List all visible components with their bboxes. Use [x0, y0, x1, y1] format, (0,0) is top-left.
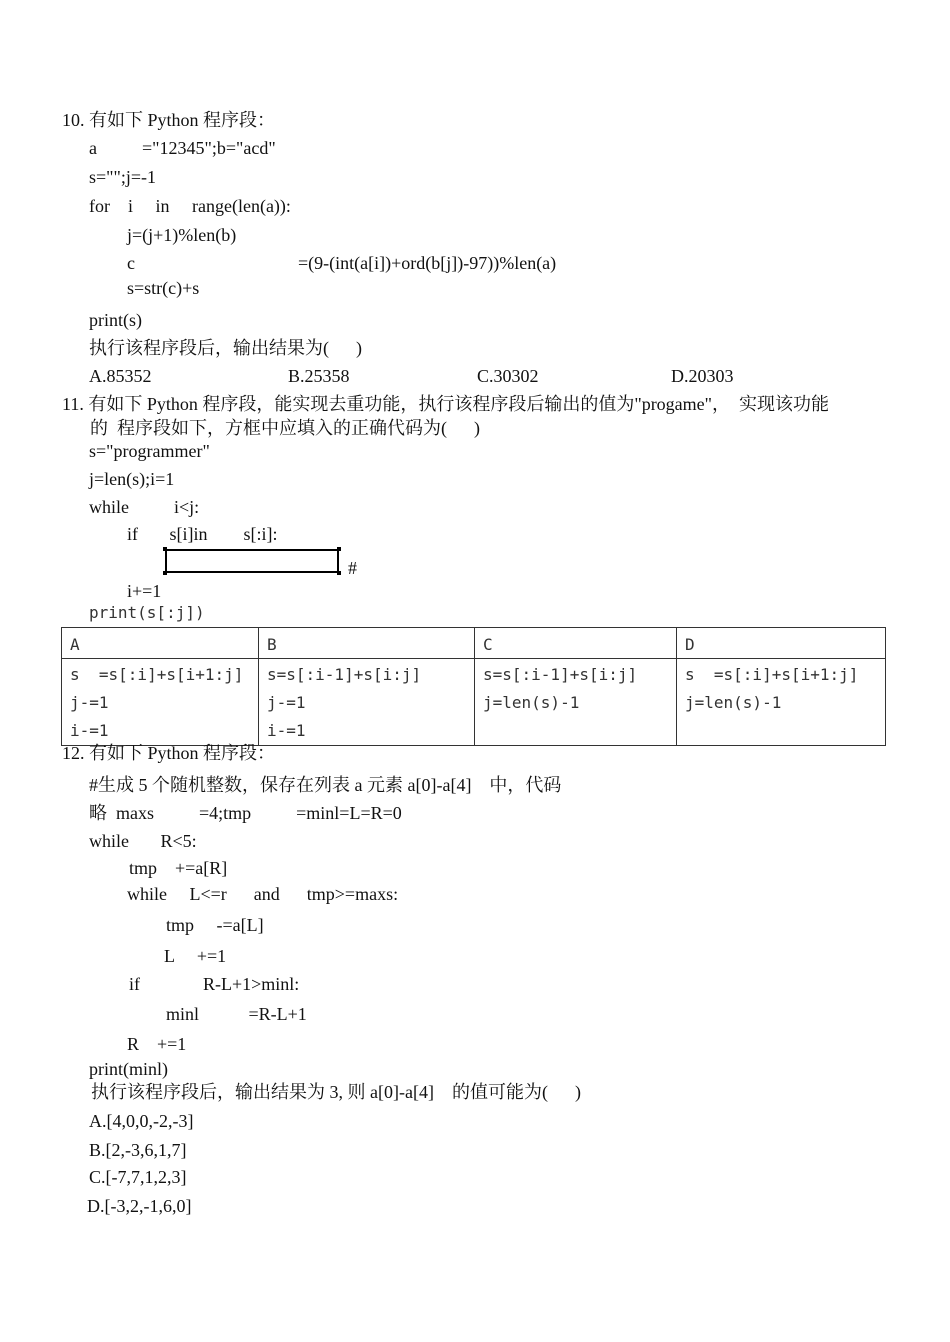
q12-code-line: #生成 5 个随机整数，保存在列表 a 元素 a[0]-a[4] 中，代码: [89, 775, 562, 795]
answer-blank-box: [165, 549, 339, 573]
table-header-row: [62, 628, 886, 659]
q12-option-b: B.[2,-3,6,1,7]: [89, 1140, 187, 1160]
q11-code-line: j=len(s);i=1: [89, 469, 175, 489]
option-a-cell: [62, 659, 259, 746]
q12-option-c: C.[-7,7,1,2,3]: [89, 1167, 187, 1187]
code-line: s =s[:i]+s[i+1:j]: [685, 665, 859, 684]
q10-code-line: j=(j+1)%len(b): [127, 225, 237, 245]
code-line: j=len(s)-1: [483, 693, 580, 712]
q11-title: 11. 有如下 Python 程序段，能实现去重功能，执行该程序段后输出的值为"progame"， 实现该功能: [62, 394, 830, 414]
q10-code-line: print(s): [89, 310, 142, 330]
q12-code-line: while R<5:: [89, 831, 197, 851]
q11-title-cont: 的 程序段如下，方框中应填入的正确代码为( ): [90, 418, 480, 438]
code-line: s=s[:i-1]+s[i:j]: [483, 665, 638, 684]
code-line: j=len(s)-1: [685, 693, 782, 712]
code-line: j-=1: [267, 693, 306, 712]
header-b: B: [267, 635, 277, 654]
q10-code-line: c: [127, 253, 135, 273]
q12-code-line: tmp +=a[R]: [129, 858, 228, 878]
header-cell: [677, 628, 886, 659]
q12-code-line: 略 maxs =4;tmp =minl=L=R=0: [89, 803, 402, 823]
q10-option-d: D.20303: [671, 366, 734, 386]
table-row: [62, 659, 886, 746]
box-corner-dot: [337, 547, 341, 551]
q10-code-line: s="";j=-1: [89, 167, 156, 187]
header-d: D: [685, 635, 695, 654]
header-a: A: [70, 635, 80, 654]
q10-prompt: 执行该程序段后，输出结果为( ): [89, 338, 362, 358]
option-d-cell: [677, 659, 886, 746]
code-line: i-=1: [267, 721, 306, 740]
code-line: i-=1: [70, 721, 109, 740]
box-corner-dot: [337, 571, 341, 575]
q10-option-b: B.25358: [288, 366, 350, 386]
option-b-cell: [259, 659, 475, 746]
q11-comment-mark: #: [348, 558, 357, 578]
box-corner-dot: [163, 547, 167, 551]
box-corner-dot: [163, 571, 167, 575]
q12-code-line: tmp -=a[L]: [166, 915, 264, 935]
q12-code-line: if R-L+1>minl:: [129, 974, 300, 994]
q12-code-line: L +=1: [164, 946, 227, 966]
q12-option-a: A.[4,0,0,-2,-3]: [89, 1111, 194, 1131]
q12-code-line: R +=1: [127, 1034, 187, 1054]
q10-code-line: for i in range(len(a)):: [89, 196, 291, 216]
q10-code-line: s=str(c)+s: [127, 278, 200, 298]
q10-title: 10. 有如下 Python 程序段：: [62, 110, 276, 130]
q11-code-line: i+=1: [127, 581, 162, 601]
header-cell: [259, 628, 475, 659]
q11-code-line: s="programmer": [89, 441, 210, 461]
q11-options-table: [61, 627, 886, 746]
q10-option-a: A.85352: [89, 366, 152, 386]
code-line: j-=1: [70, 693, 109, 712]
q11-code-line: while i<j:: [89, 497, 200, 517]
option-c-cell: [475, 659, 677, 746]
q11-code-line: if s[i]in s[:i]:: [127, 524, 278, 544]
q10-code-line: a ="12345";b="acd": [89, 138, 276, 158]
q12-prompt: 执行该程序段后，输出结果为 3, 则 a[0]-a[4] 的值可能为( ): [91, 1082, 581, 1102]
q12-code-line: while L<=r and tmp>=maxs:: [127, 884, 399, 904]
q12-option-d: D.[-3,2,-1,6,0]: [87, 1196, 192, 1216]
header-c: C: [483, 635, 493, 654]
code-line: s =s[:i]+s[i+1:j]: [70, 665, 244, 684]
q11-code-line: print(s[:j]): [89, 603, 205, 622]
q10-option-c: C.30302: [477, 366, 539, 386]
q12-code-line: print(minl): [89, 1059, 168, 1079]
q12-title: 12. 有如下 Python 程序段：: [62, 743, 276, 763]
q12-code-line: minl =R-L+1: [166, 1004, 307, 1024]
header-cell: [475, 628, 677, 659]
q10-code-line: =(9-(int(a[i])+ord(b[j])-97))%len(a): [298, 253, 557, 273]
code-line: s=s[:i-1]+s[i:j]: [267, 665, 422, 684]
header-cell: [62, 628, 259, 659]
